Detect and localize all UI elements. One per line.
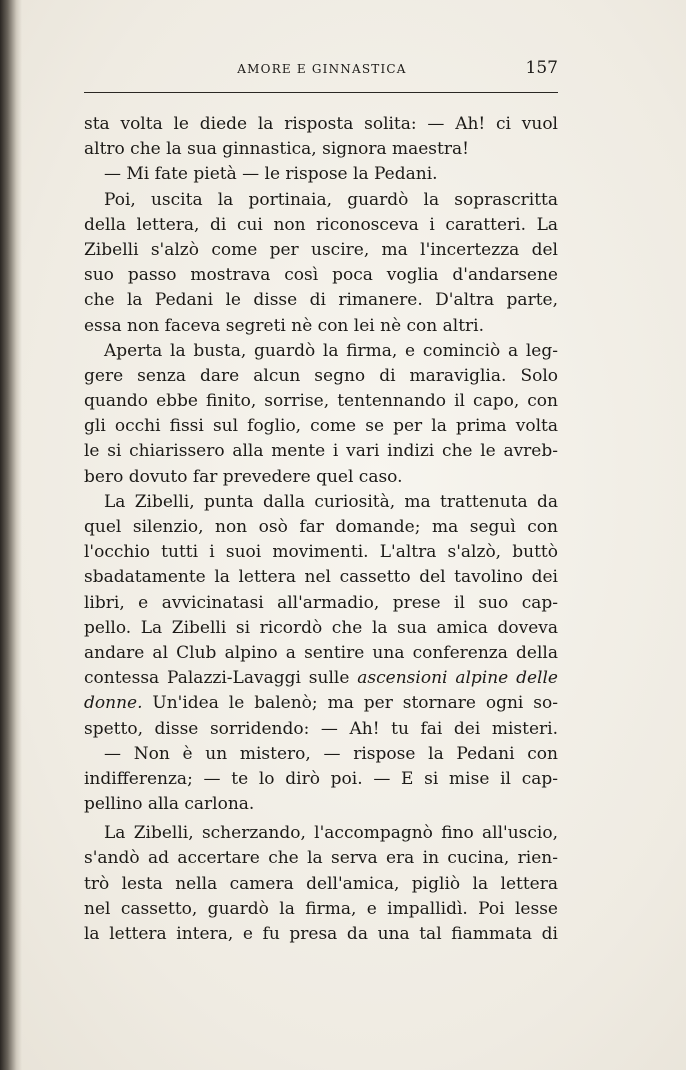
text-run: La Zibelli, scherzando, l'accompagnò fino all'uscio, — [104, 823, 558, 844]
header-rule — [84, 92, 558, 93]
text-line — [84, 263, 558, 288]
text-line — [84, 465, 558, 490]
text-run: indifferenza; — te lo dirò poi. — E si mise il cap- — [84, 768, 558, 789]
text-run: della lettera, di cui non riconosceva i caratteri. La — [84, 214, 558, 235]
text-run: altro che la sua ginnastica, signora maestra! — [84, 139, 469, 160]
text-line — [84, 439, 558, 464]
italic-run: ascensioni alpine delle — [357, 668, 558, 689]
text-line — [84, 742, 558, 767]
text-run: gli occhi fissi sul foglio, come se per la prima volta — [84, 416, 558, 437]
italic-run: donne. — [84, 693, 143, 714]
running-title: AMORE E GINNASTICA — [237, 62, 407, 76]
text-run: sbadatamente la lettera nel cassetto del tavolino dei — [84, 567, 558, 588]
text-run: Un'idea le balenò; ma per stornare ogni so- — [142, 693, 558, 714]
text-line — [84, 137, 558, 162]
text-line — [84, 565, 558, 590]
text-line — [84, 846, 558, 871]
text-line — [84, 717, 558, 742]
text-run: s'andò ad accertare che la serva era in cucina, rien- — [84, 848, 558, 869]
text-run: nel cassetto, guardò la firma, e impallidì. Poi lesse — [84, 898, 558, 919]
text-line — [84, 389, 558, 414]
text-line — [84, 490, 558, 515]
text-run: la lettera intera, e fu presa da una tal fiammata di — [84, 924, 558, 944]
text-run: l'occhio tutti i suoi movimenti. L'altra s'alzò, buttò — [84, 542, 558, 563]
text-line — [84, 792, 558, 817]
text-line — [84, 691, 558, 716]
text-run: sta volta le diede la risposta solita: — Ah! ci vuol — [84, 114, 558, 134]
text-run: quando ebbe finito, sorrise, tentennando il capo, con — [84, 391, 558, 412]
text-run: trò lesta nella camera dell'amica, pigliò la lettera — [84, 873, 558, 894]
page-number: 157 — [525, 58, 558, 78]
text-run: andare al Club alpino a sentire una conferenza della — [84, 642, 558, 663]
text-line — [84, 288, 558, 313]
text-run: essa non faceva segreti nè con lei nè con altri. — [84, 315, 485, 336]
text-line — [84, 314, 558, 339]
text-line — [84, 339, 558, 364]
text-line — [84, 767, 558, 792]
text-line — [84, 641, 558, 666]
text-run: contessa Palazzi-Lavaggi sulle — [84, 668, 358, 689]
text-line — [84, 188, 558, 213]
text-line — [84, 821, 558, 846]
text-run: gere senza dare alcun segno di maraviglia. Solo — [84, 365, 558, 386]
text-run: — Non è un mistero, — rispose la Pedani con — [104, 743, 558, 764]
text-line — [84, 616, 558, 641]
text-run: Aperta la busta, guardò la firma, e cominciò a leg- — [104, 340, 558, 361]
text-line — [84, 162, 558, 187]
text-line — [84, 112, 558, 137]
text-line — [84, 213, 558, 238]
text-line — [84, 897, 558, 922]
text-line — [84, 872, 558, 897]
text-line — [84, 922, 558, 947]
text-run: Poi, uscita la portinaia, guardò la soprascritta — [104, 189, 558, 210]
text-run: Zibelli s'alzò come per uscire, ma l'incertezza del — [84, 239, 558, 260]
text-run: pellino alla carlona. — [84, 794, 255, 815]
text-run: pello. La Zibelli si ricordò che la sua amica doveva — [84, 617, 558, 638]
text-line — [84, 666, 558, 691]
text-run: quel silenzio, non osò far domande; ma seguì con — [84, 517, 558, 537]
text-run: La Zibelli, punta dalla curiosità, ma trattenuta da — [104, 491, 558, 512]
text-line — [84, 540, 558, 565]
text-run: bero dovuto far prevedere quel caso. — [84, 466, 403, 487]
page-header — [84, 58, 560, 82]
text-run: che la Pedani le disse di rimanere. D'altra parte, — [84, 290, 558, 311]
book-spine-shadow — [0, 0, 22, 1070]
text-line — [84, 364, 558, 389]
text-line — [84, 591, 558, 616]
text-line — [84, 414, 558, 439]
body-text — [84, 112, 558, 947]
text-line — [84, 515, 558, 540]
text-run: suo passo mostrava così poca voglia d'andarsene — [84, 265, 558, 286]
text-line — [84, 238, 558, 263]
text-run: — Mi fate pietà — le rispose la Pedani. — [104, 164, 438, 185]
text-run: spetto, disse sorridendo: — Ah! tu fai dei misteri. — [84, 718, 558, 739]
text-run: libri, e avvicinatasi all'armadio, prese il suo cap- — [84, 592, 558, 613]
text-run: le si chiarissero alla mente i vari indizi che le avreb- — [84, 441, 558, 462]
